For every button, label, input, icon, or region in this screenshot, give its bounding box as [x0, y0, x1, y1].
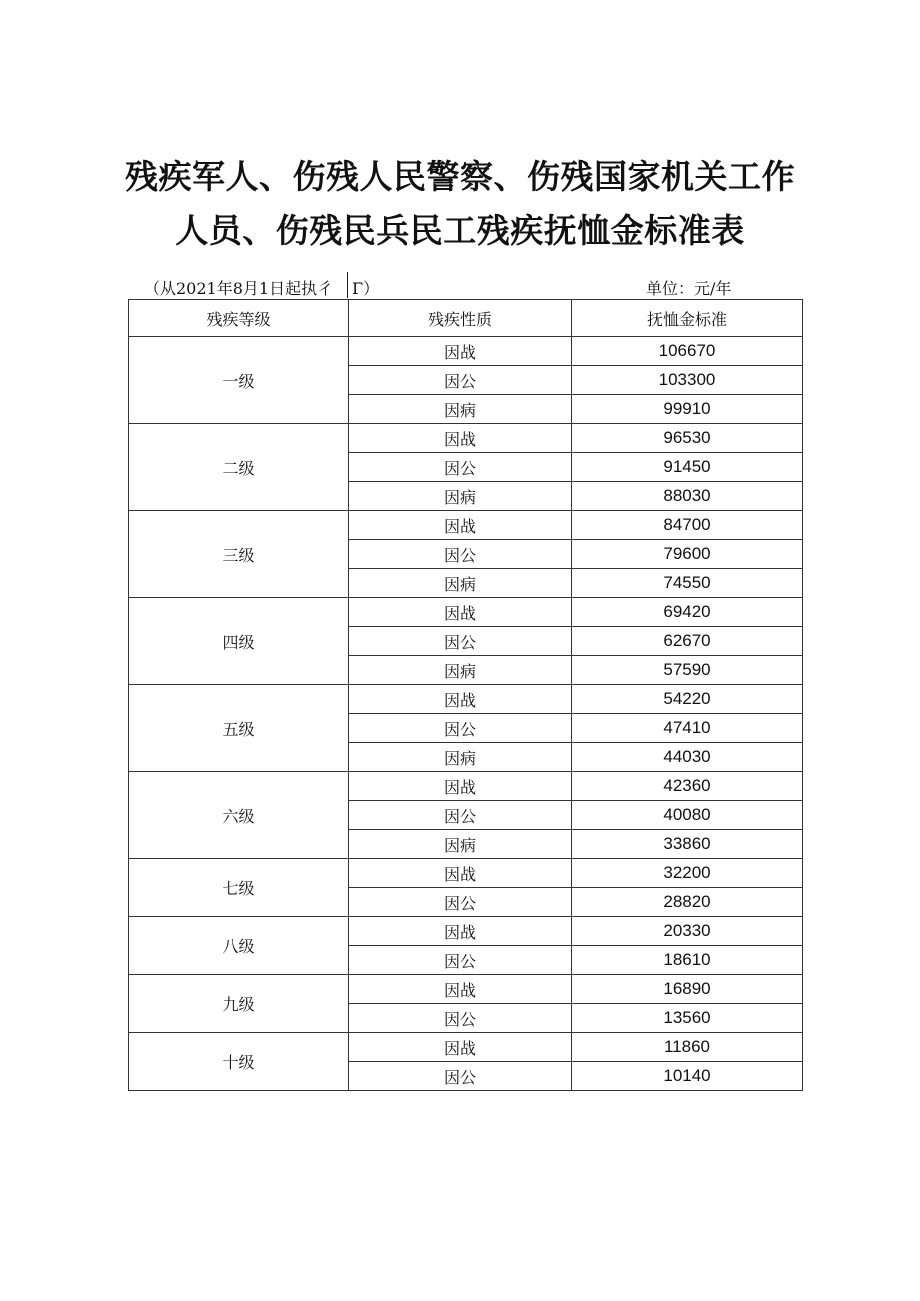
- amount-cell: 47410: [572, 714, 803, 743]
- amount-cell: 20330: [572, 917, 803, 946]
- title-line-2: 人员、伤残民兵民工残疾抚恤金标准表: [175, 211, 745, 250]
- table-row: [129, 772, 803, 801]
- table-row: [129, 685, 803, 714]
- nature-cell: 因公: [349, 801, 572, 830]
- amount-cell: 84700: [572, 511, 803, 540]
- effective-date-note: （从2021年8月1日起执彳: [144, 279, 334, 298]
- table-row: [129, 975, 803, 1004]
- amount-cell: 79600: [572, 540, 803, 569]
- amount-cell: 28820: [572, 888, 803, 917]
- amount-cell: 91450: [572, 453, 803, 482]
- header-standard: 抚恤金标准: [572, 300, 803, 337]
- grade-cell: 十级: [129, 1033, 349, 1091]
- nature-cell: 因公: [349, 1062, 572, 1091]
- amount-cell: 57590: [572, 656, 803, 685]
- grade-cell: 三级: [129, 511, 349, 598]
- nature-cell: 因战: [349, 511, 572, 540]
- nature-cell: 因病: [349, 482, 572, 511]
- table-row: [129, 1033, 803, 1062]
- nature-cell: 因病: [349, 830, 572, 859]
- grade-cell: 八级: [129, 917, 349, 975]
- nature-cell: 因战: [349, 598, 572, 627]
- grade-cell: 九级: [129, 975, 349, 1033]
- amount-cell: 33860: [572, 830, 803, 859]
- table-row: [129, 511, 803, 540]
- nature-cell: 因战: [349, 917, 572, 946]
- document-title: [0, 150, 920, 258]
- amount-cell: 54220: [572, 685, 803, 714]
- nature-cell: 因病: [349, 743, 572, 772]
- grade-cell: 二级: [129, 424, 349, 511]
- table-header-row: [129, 300, 803, 337]
- grade-cell: 四级: [129, 598, 349, 685]
- amount-cell: 99910: [572, 395, 803, 424]
- amount-cell: 62670: [572, 627, 803, 656]
- amount-cell: 13560: [572, 1004, 803, 1033]
- amount-cell: 16890: [572, 975, 803, 1004]
- nature-cell: 因战: [349, 685, 572, 714]
- effective-date-note-end: Γ）: [352, 279, 380, 298]
- grade-cell: 七级: [129, 859, 349, 917]
- amount-cell: 44030: [572, 743, 803, 772]
- nature-cell: 因战: [349, 859, 572, 888]
- amount-cell: 106670: [572, 337, 803, 366]
- nature-cell: 因公: [349, 366, 572, 395]
- header-nature: 残疾性质: [349, 300, 572, 337]
- amount-cell: 11860: [572, 1033, 803, 1062]
- grade-cell: 六级: [129, 772, 349, 859]
- amount-cell: 32200: [572, 859, 803, 888]
- pension-standard-table: [128, 299, 803, 1091]
- nature-cell: 因病: [349, 656, 572, 685]
- nature-cell: 因公: [349, 1004, 572, 1033]
- amount-cell: 69420: [572, 598, 803, 627]
- amount-cell: 40080: [572, 801, 803, 830]
- amount-cell: 88030: [572, 482, 803, 511]
- table-row: [129, 917, 803, 946]
- table-body: [129, 337, 803, 1091]
- nature-cell: 因病: [349, 395, 572, 424]
- table-row: [129, 424, 803, 453]
- nature-cell: 因战: [349, 975, 572, 1004]
- nature-cell: 因公: [349, 946, 572, 975]
- nature-cell: 因战: [349, 424, 572, 453]
- nature-cell: 因公: [349, 540, 572, 569]
- note-divider: [347, 272, 348, 298]
- table-row: [129, 337, 803, 366]
- header-grade: 残疾等级: [129, 300, 349, 337]
- nature-cell: 因病: [349, 569, 572, 598]
- amount-cell: 96530: [572, 424, 803, 453]
- nature-cell: 因公: [349, 453, 572, 482]
- unit-label: 单位：元/年: [646, 279, 732, 298]
- amount-cell: 74550: [572, 569, 803, 598]
- amount-cell: 10140: [572, 1062, 803, 1091]
- nature-cell: 因战: [349, 772, 572, 801]
- nature-cell: 因公: [349, 888, 572, 917]
- title-line-1: 残疾军人、伤残人民警察、伤残国家机关工作: [125, 157, 795, 196]
- nature-cell: 因公: [349, 714, 572, 743]
- nature-cell: 因战: [349, 337, 572, 366]
- amount-cell: 103300: [572, 366, 803, 395]
- table-row: [129, 598, 803, 627]
- nature-cell: 因战: [349, 1033, 572, 1062]
- grade-cell: 五级: [129, 685, 349, 772]
- amount-cell: 42360: [572, 772, 803, 801]
- amount-cell: 18610: [572, 946, 803, 975]
- grade-cell: 一级: [129, 337, 349, 424]
- table-row: [129, 859, 803, 888]
- nature-cell: 因公: [349, 627, 572, 656]
